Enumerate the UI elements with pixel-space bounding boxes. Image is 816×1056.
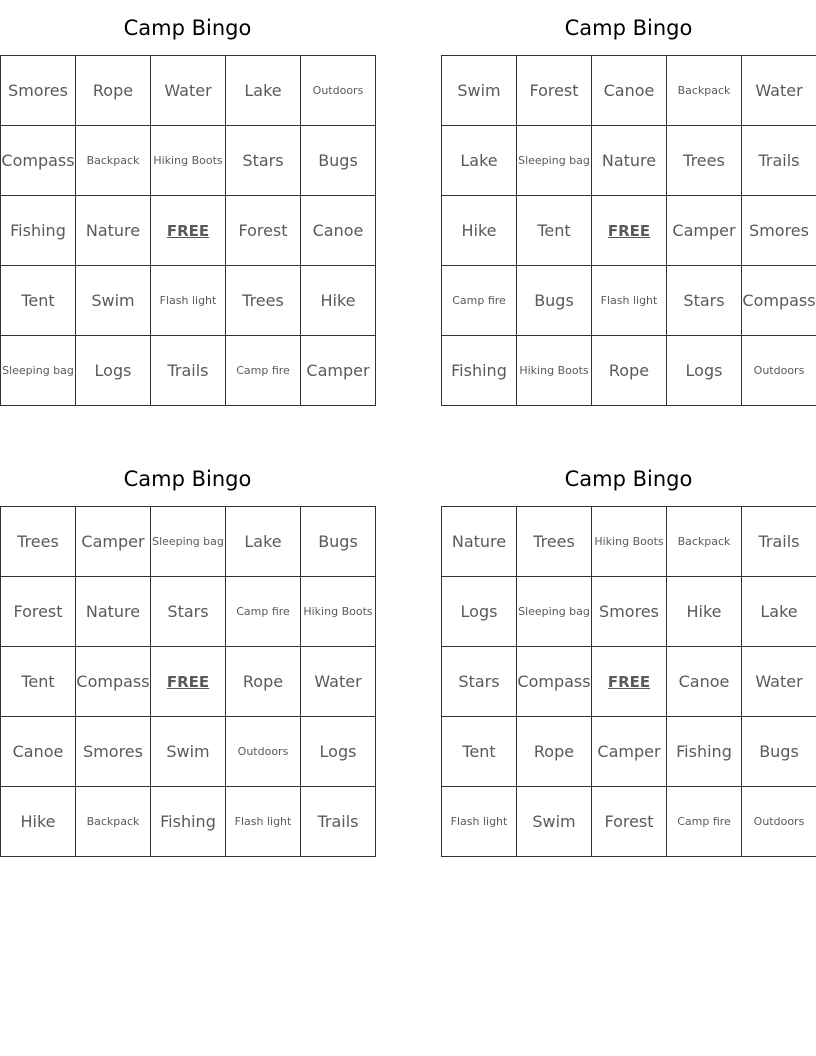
bingo-row [1, 56, 376, 126]
bingo-cell: Rope [226, 647, 301, 717]
bingo-cell: Lake [226, 56, 301, 126]
bingo-row [1, 266, 376, 336]
bingo-row [442, 266, 816, 336]
bingo-cell: Camp fire [442, 266, 517, 336]
bingo-cell: Compass [517, 647, 592, 717]
bingo-cell: Swim [517, 787, 592, 857]
bingo-cell: Forest [517, 56, 592, 126]
bingo-cell: Camper [667, 196, 742, 266]
card-title: Camp Bingo [123, 467, 252, 491]
bingo-cell: Tent [517, 196, 592, 266]
bingo-cell: Camper [301, 336, 376, 406]
bingo-cell: Sleeping bag [1, 336, 76, 406]
bingo-cell: Rope [76, 56, 151, 126]
bingo-cell: Swim [76, 266, 151, 336]
bingo-cell: Smores [592, 577, 667, 647]
bingo-cell: Bugs [742, 717, 816, 787]
bingo-row [442, 336, 816, 406]
bingo-cell: Bugs [301, 507, 376, 577]
bingo-grid [441, 55, 816, 406]
bingo-cell: Tent [1, 647, 76, 717]
bingo-cell: Lake [742, 577, 816, 647]
bingo-cell: Bugs [301, 126, 376, 196]
bingo-cell: Nature [442, 507, 517, 577]
bingo-cell: Forest [592, 787, 667, 857]
bingo-row [442, 647, 816, 717]
bingo-row [442, 507, 816, 577]
bingo-cell: Water [151, 56, 226, 126]
bingo-cell: Compass [1, 126, 76, 196]
bingo-cell: Sleeping bag [517, 126, 592, 196]
bingo-cell: Camper [76, 507, 151, 577]
free-space: FREE [592, 647, 667, 717]
bingo-cell: Camp fire [667, 787, 742, 857]
bingo-cell: Water [742, 56, 816, 126]
bingo-cell: Smores [76, 717, 151, 787]
bingo-row [1, 647, 376, 717]
bingo-cell: Logs [301, 717, 376, 787]
bingo-cell: Trees [1, 507, 76, 577]
bingo-cell: Canoe [592, 56, 667, 126]
bingo-row [442, 717, 816, 787]
bingo-cell: Trails [151, 336, 226, 406]
bingo-row [1, 336, 376, 406]
bingo-cell: Backpack [667, 507, 742, 577]
bingo-grid [0, 55, 376, 406]
bingo-cell: Nature [76, 196, 151, 266]
bingo-cell: Backpack [76, 126, 151, 196]
bingo-row [442, 787, 816, 857]
bingo-cell: Trees [226, 266, 301, 336]
bingo-cell: Camp fire [226, 336, 301, 406]
bingo-cell: Hiking Boots [517, 336, 592, 406]
bingo-cell: Nature [76, 577, 151, 647]
bingo-cell: Nature [592, 126, 667, 196]
bingo-row [1, 126, 376, 196]
bingo-cell: Hike [301, 266, 376, 336]
bingo-row [442, 56, 816, 126]
bingo-cell: Trees [667, 126, 742, 196]
bingo-cell: Rope [517, 717, 592, 787]
bingo-cell: Camp fire [226, 577, 301, 647]
bingo-cell: Flash light [592, 266, 667, 336]
bingo-cell: Compass [76, 647, 151, 717]
bingo-grid [0, 506, 376, 857]
bingo-cell: Swim [442, 56, 517, 126]
bingo-cell: Trails [742, 507, 816, 577]
bingo-cell: Logs [76, 336, 151, 406]
bingo-cell: Flash light [442, 787, 517, 857]
free-space: FREE [151, 196, 226, 266]
bingo-cell: Tent [442, 717, 517, 787]
bingo-cell: Tent [1, 266, 76, 336]
bingo-cell: Outdoors [301, 56, 376, 126]
bingo-cell: Trails [742, 126, 816, 196]
card-title: Camp Bingo [564, 16, 693, 40]
bingo-cell: Trails [301, 787, 376, 857]
bingo-cell: Hike [442, 196, 517, 266]
bingo-grid [441, 506, 816, 857]
bingo-row [1, 717, 376, 787]
bingo-cell: Stars [226, 126, 301, 196]
bingo-row [442, 577, 816, 647]
bingo-cell: Logs [667, 336, 742, 406]
bingo-row [1, 577, 376, 647]
bingo-row [1, 787, 376, 857]
free-space: FREE [592, 196, 667, 266]
bingo-cell: Smores [742, 196, 816, 266]
bingo-cell: Fishing [667, 717, 742, 787]
bingo-cell: Stars [151, 577, 226, 647]
bingo-cell: Hike [667, 577, 742, 647]
bingo-cell: Fishing [442, 336, 517, 406]
bingo-cell: Flash light [151, 266, 226, 336]
bingo-cell: Sleeping bag [151, 507, 226, 577]
card-title: Camp Bingo [564, 467, 693, 491]
bingo-cell: Bugs [517, 266, 592, 336]
bingo-cell: Water [742, 647, 816, 717]
card-title: Camp Bingo [123, 16, 252, 40]
bingo-cell: Hiking Boots [592, 507, 667, 577]
bingo-cell: Hike [1, 787, 76, 857]
bingo-row [1, 196, 376, 266]
bingo-cell: Flash light [226, 787, 301, 857]
bingo-cell: Lake [226, 507, 301, 577]
bingo-cell: Trees [517, 507, 592, 577]
bingo-cell: Stars [442, 647, 517, 717]
bingo-cell: Hiking Boots [151, 126, 226, 196]
bingo-cell: Water [301, 647, 376, 717]
bingo-cell: Fishing [151, 787, 226, 857]
bingo-cell: Outdoors [742, 336, 816, 406]
bingo-cell: Outdoors [742, 787, 816, 857]
bingo-cell: Canoe [1, 717, 76, 787]
bingo-cell: Smores [1, 56, 76, 126]
bingo-cell: Stars [667, 266, 742, 336]
bingo-cell: Outdoors [226, 717, 301, 787]
bingo-cell: Fishing [1, 196, 76, 266]
free-space: FREE [151, 647, 226, 717]
bingo-cell: Canoe [301, 196, 376, 266]
bingo-cell: Backpack [76, 787, 151, 857]
bingo-row [442, 196, 816, 266]
bingo-cell: Forest [226, 196, 301, 266]
bingo-cell: Rope [592, 336, 667, 406]
bingo-row [1, 507, 376, 577]
bingo-cell: Forest [1, 577, 76, 647]
bingo-cell: Canoe [667, 647, 742, 717]
bingo-cell: Camper [592, 717, 667, 787]
bingo-cell: Compass [742, 266, 816, 336]
bingo-cell: Backpack [667, 56, 742, 126]
bingo-cell: Sleeping bag [517, 577, 592, 647]
bingo-cell: Lake [442, 126, 517, 196]
bingo-cell: Logs [442, 577, 517, 647]
bingo-row [442, 126, 816, 196]
bingo-cell: Swim [151, 717, 226, 787]
bingo-cell: Hiking Boots [301, 577, 376, 647]
